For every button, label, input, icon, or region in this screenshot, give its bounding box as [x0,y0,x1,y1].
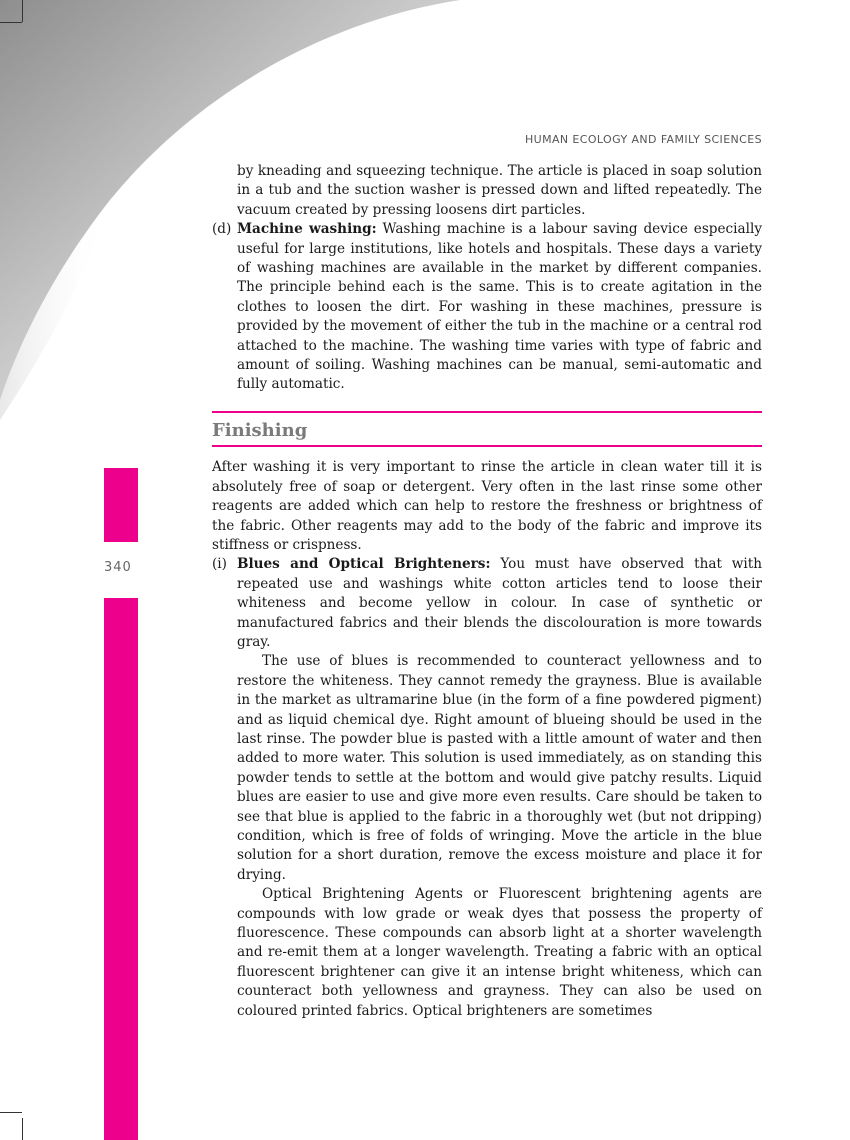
running-header: HUMAN ECOLOGY AND FAMILY SCIENCES [524,133,762,146]
list-marker: (i) [212,556,227,573]
crop-mark [22,1118,23,1140]
section-intro-paragraph: After washing it is very important to rinse the article in clean water till it is absolutely free of soap or detergent. Very often in the last rinse some other reagents are added which can help to restore the freshness or brightness of the fabric. Other reagents may add to the body of the fabric and improve its stiffness or crispness. [212,459,762,553]
crop-mark [0,22,22,23]
term-label: Blues and Optical Brighteners: [237,556,491,573]
list-marker: (d) [212,221,232,238]
list-item-text [237,220,762,395]
term-description: Washing machine is a labour saving device especially useful for large institutions, like hotels and hospitals. These days a variety of washing machines are available in the market by different companies. The principle behind each is the same. This is to create agitation in the clothes to loosen the dirt. For washing in these machines, pressure is provided by the movement of either the tub in the machine or a central rod attached to the machine. The washing time varies with type of fabric and amount of soiling. Washing machines can be manual, semi-automatic and fully automatic. [237,221,762,393]
blues-paragraph: The use of blues is recommended to counteract yellowness and to restore the whiteness. They cannot remedy the grayness. Blue is available in the market as ultramarine blue (in the form of a fine powdered pigment) and as liquid chemical dye. Right amount of blueing should be used in the last rinse. The powder blue is pasted with a little amount of water and then added to more water. This solution is used immediately, as on standing this powder tends to settle at the bottom and would give patchy results. Liquid blues are easier to use and give more even results. Care should be taken to see that blue is applied to the fabric in a thoroughly wet (but not dripping) condition, which is free of folds of wringing. Move the article in the blue solution for a short duration, remove the excess moisture and place it for drying. [237,653,762,883]
optical-brighteners-paragraph: Optical Brightening Agents or Fluorescent brightening agents are compounds with low grade or weak dyes that possess the property of fluorescence. These compounds can absorb light at a shorter wavelength and re-emit them at a longer wavelength. Treating a fabric with an optical fluorescent brightener can give it an intense bright whiteness, which can counteract both yellowness and grayness. They can also be used on coloured printed fabrics. Optical brighteners are sometimes [237,886,762,1019]
continued-paragraph: by kneading and squeezing technique. The article is placed in soap solution in a tub and the suction washer is pressed down and lifted repeatedly. The vacuum created by pressing loosens dirt particles. [237,163,762,218]
list-item-i [212,555,762,1021]
section-heading: Finishing [212,413,762,447]
list-item-text [237,555,762,652]
margin-bar-upper [104,468,138,542]
crop-mark [22,0,23,22]
term-description: You must have observed that with repeated use and washings white cotton articles tend to loose their whiteness and become yellow in colour. In case of synthetic or manufactured fabrics and their blends the discolouration is more towards gray. [237,556,762,650]
term-label: Machine washing: [237,221,377,238]
list-item-d [212,220,762,395]
crop-mark [0,1112,22,1113]
margin-bar-lower [104,598,138,1140]
page-content [212,162,762,1021]
page-number: 340 [104,560,132,575]
